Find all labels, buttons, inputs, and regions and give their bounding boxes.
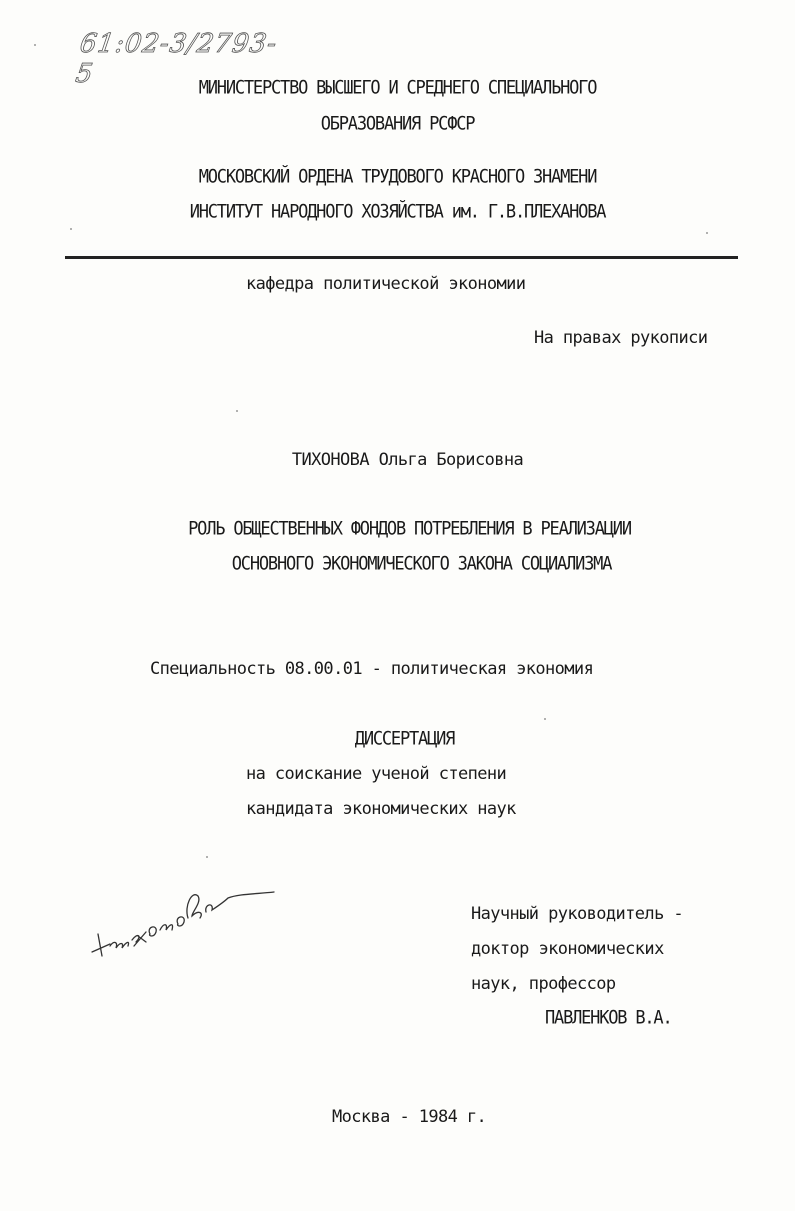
specialty-line: Специальность 08.00.01 - политическая экономия [150, 659, 594, 679]
ministry-line-2: ОБРАЗОВАНИЯ РСФСР [320, 112, 475, 136]
paper-speck [706, 232, 708, 234]
dissertation-line-2: кандидата экономических наук [246, 799, 516, 819]
author-name: ТИХОНОВА Ольга Борисовна [291, 450, 524, 470]
supervisor-name: ПАВЛЕНКОВ В.А. [545, 1006, 672, 1030]
dissertation-line-1: на соискание ученой степени [246, 764, 507, 784]
paper-speck [34, 44, 36, 46]
paper-speck [544, 718, 546, 720]
manuscript-rights: На правах рукописи [534, 328, 708, 348]
supervisor-role: Научный руководитель - [471, 904, 683, 924]
institute-line-2: ИНСТИТУТ НАРОДНОГО ХОЗЯЙСТВА им. Г.В.ПЛЕХАНОВА [189, 200, 606, 224]
department-line: кафедра политической экономии [246, 274, 526, 294]
archive-pencil-note [38, 14, 280, 89]
paper-speck [206, 856, 208, 858]
signature-text [88, 872, 93, 873]
archive-note-text: 61:02-3/2793-5 [73, 29, 280, 89]
handwritten-signature [88, 872, 288, 967]
supervisor-degree-1: доктор экономических [471, 939, 664, 959]
title-line-2: ОСНОВНОГО ЭКОНОМИЧЕСКОГО ЗАКОНА СОЦИАЛИЗМА [231, 552, 612, 576]
supervisor-degree-2: наук, профессор [471, 974, 616, 994]
ministry-line-1: МИНИСТЕРСТВО ВЫСШЕГО И СРЕДНЕГО СПЕЦИАЛЬНОГО [198, 76, 597, 100]
title-line-1: РОЛЬ ОБЩЕСТВЕННЫХ ФОНДОВ ПОТРЕБЛЕНИЯ В РЕАЛИЗАЦИИ [188, 517, 631, 541]
paper-speck [236, 410, 238, 412]
dissertation-heading: ДИССЕРТАЦИЯ [354, 727, 455, 751]
signature-drawing [88, 872, 288, 967]
header-divider [65, 256, 738, 259]
city-year: Москва - 1984 г. [332, 1107, 487, 1127]
paper-speck [70, 228, 72, 230]
institute-line-1: МОСКОВСКИЙ ОРДЕНА ТРУДОВОГО КРАСНОГО ЗНАМЕНИ [198, 165, 597, 189]
